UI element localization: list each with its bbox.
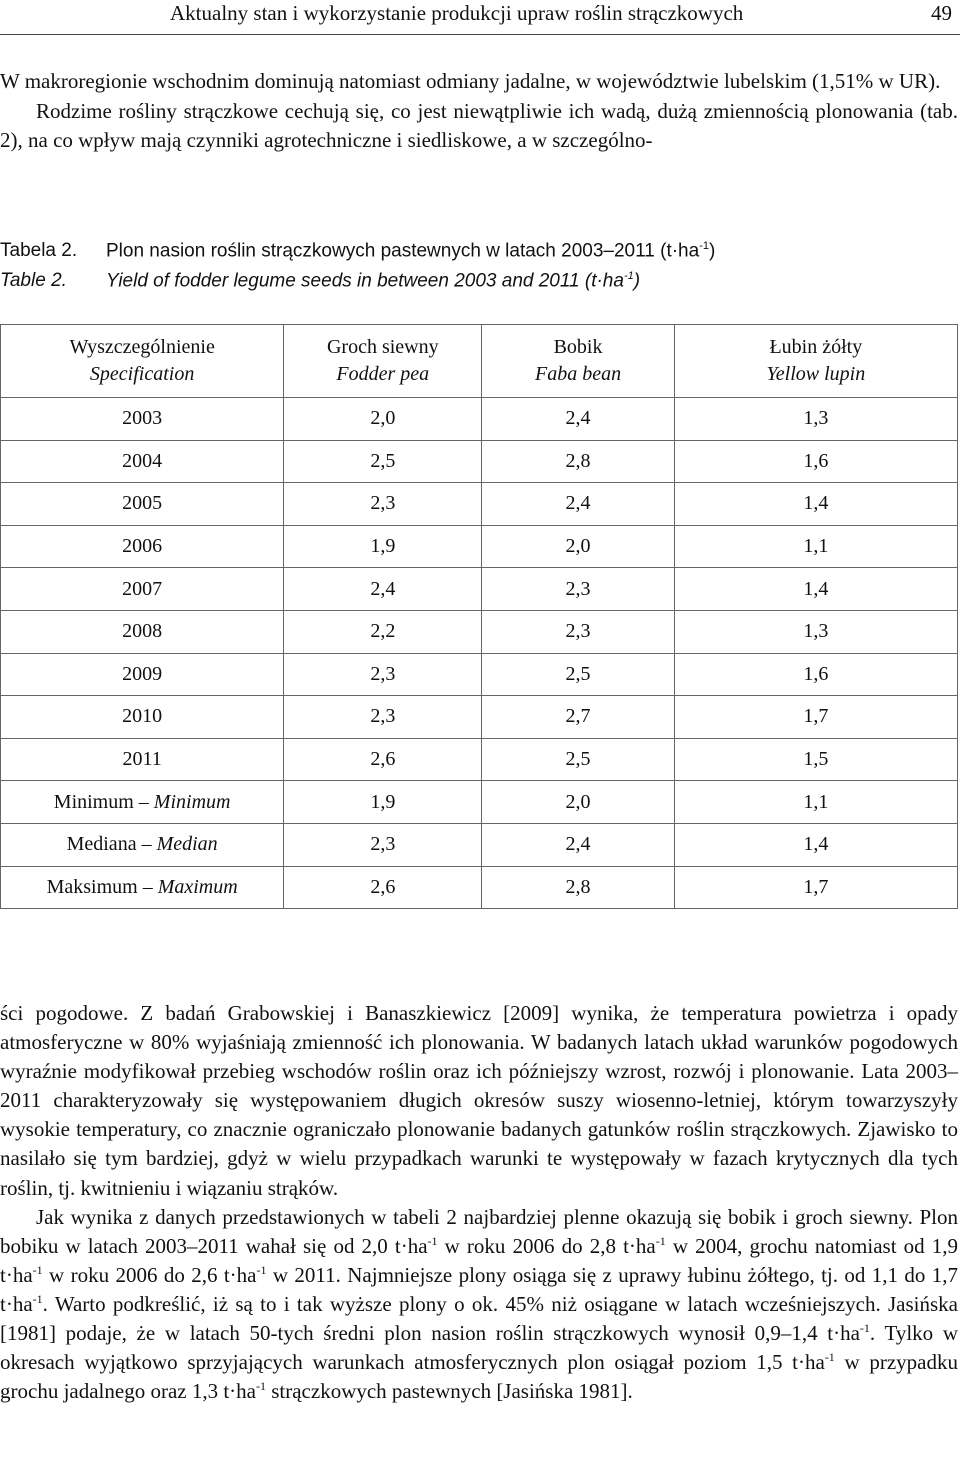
header-yellow-lupin [674,325,957,398]
cell-year: 2006 [1,525,284,568]
cell-bean: 2,4 [482,823,674,866]
unit-exponent: -1 [255,1379,266,1394]
page-header [0,0,960,35]
caption-unit-exp-pl: -1 [699,240,709,252]
cell-bean: 2,4 [482,483,674,526]
cell-lupin: 1,4 [674,483,957,526]
cell-pea: 2,3 [284,483,482,526]
summary-row-minimum [1,781,958,824]
cell-lupin: 1,3 [674,610,957,653]
header-en: Fodder pea [336,363,430,385]
cell-lupin: 1,1 [674,781,957,824]
header-pl: Groch siewny [326,336,439,358]
intro-paragraph-1: W makroregionie wschodnim dominują natomiast odmiany jadalne, w województwie lubelskim (1,51% w UR). [0,69,941,93]
intro-text [0,67,958,156]
text-run: . Tylko w okresach wyjątkowo sprzyjających warunkach atmosferycznych plon osiągał poziom 1,5 t·ha [0,1321,958,1375]
cell-label [1,781,284,824]
caption-label-en: Table 2. [0,270,67,292]
summary-row-median [1,823,958,866]
yield-table [0,324,958,909]
text-run: . Warto podkreślić, iż są to i tak wyższe plony o ok. 45% niż osiągane w latach wcześniejszych. Jasińska [1981] podaje, że w latach 50-tych średni plon nasion roślin strączkowych wynosił 0,9–1,4 t·ha [0,1291,958,1346]
cell-year: 2011 [1,738,284,781]
table-header-row [1,325,958,398]
label-en: Median [156,833,218,856]
header-specification [1,325,284,398]
text-run: w roku 2006 do 2,8 t·ha [437,1233,656,1258]
cell-lupin: 1,4 [674,568,957,611]
summary-row-maximum [1,866,958,909]
table-row [1,696,958,739]
text-run: w roku 2006 do 2,6 t·ha [42,1262,257,1287]
cell-pea: 2,6 [284,738,482,781]
label-sep: – [133,790,154,813]
cell-year: 2004 [1,440,284,483]
label-pl: Minimum [53,790,134,813]
unit-exponent: -1 [859,1321,870,1336]
label-en: Maximum [157,875,238,898]
cell-bean: 2,4 [482,398,674,441]
text-run: strączkowych pastewnych [Jasińska 1981]. [265,1379,633,1404]
text-run: Jak wynika z danych przedstawionych w tabeli 2 najbardziej plenne okazują się bobik i groch siewny. Plon bobiku w latach 2003–2011 wahał się od 2,0 t·ha [0,1204,958,1258]
table-row [1,398,958,441]
cell-label [1,866,284,909]
cell-pea: 2,3 [284,823,482,866]
unit-exponent: -1 [256,1262,267,1277]
cell-pea: 1,9 [284,781,482,824]
cell-lupin: 1,1 [674,525,957,568]
header-pl: Bobik [553,336,603,358]
cell-year: 2007 [1,568,284,611]
text-run: w 2011. Najmniejsze plony osiąga się z uprawy łubinu żółtego, tj. od 1,1 do 1,7 t·ha [0,1262,958,1316]
table-row [1,610,958,653]
header-pl: Łubin żółty [769,336,863,358]
header-en: Yellow lupin [766,363,866,385]
unit-exponent: -1 [824,1350,835,1365]
cell-pea: 2,3 [284,653,482,696]
cell-lupin: 1,4 [674,823,957,866]
header-faba-bean [482,325,674,398]
body-paragraph-1: ści pogodowe. Z badań Grabowskiej i Banaszkiewicz [2009] wynika, że temperatura powietrza i opady atmosferyczne w 80% wyjaśniają zmienność ich plonowania. W badanych latach układ warunków pogodowych wyraźnie modyfikował przebieg wschodów roślin oraz ich późniejszy wzrost, rozwój i plonowanie. Lata 2003–2011 charakteryzowały się występowaniem długich okresów suszy wiosenno-letniej, którym towarzyszyły wysokie temperatury, co znacznie ograniczało plonowanie badanych gatunków roślin strączkowych. Zjawisko to nasilało się tym bardziej, gdyż w wielu przypadkach warunki te występowały w fazach krytycznych dla tych roślin, tj. kwitnieniu i wiązaniu strąków. [0,1001,958,1200]
cell-lupin: 1,3 [674,398,957,441]
header-en: Faba bean [534,363,622,385]
unit-exponent: -1 [655,1233,666,1248]
cell-bean: 2,3 [482,610,674,653]
caption-label-pl: Tabela 2. [0,240,78,262]
body-paragraph-2 [0,1203,958,1407]
cell-lupin: 1,6 [674,440,957,483]
header-pl: Wyszczególnienie [69,336,215,358]
cell-year: 2009 [1,653,284,696]
cell-bean: 2,0 [482,781,674,824]
text-run: w 2004, grochu natomiast od 1,9 t·ha [0,1233,958,1287]
cell-bean: 2,3 [482,568,674,611]
table-row [1,568,958,611]
cell-bean: 2,5 [482,653,674,696]
cell-year: 2005 [1,483,284,526]
caption-text-pl: Plon nasion roślin strączkowych pastewnych w latach 2003–2011 (t·ha [106,240,700,262]
cell-lupin: 1,7 [674,696,957,739]
cell-lupin: 1,5 [674,738,957,781]
table-row [1,653,958,696]
cell-pea: 2,5 [284,440,482,483]
cell-year: 2010 [1,696,284,739]
label-pl: Maksimum [46,875,138,898]
caption-close-en: ) [633,270,641,292]
header-en: Specification [89,363,195,385]
cell-lupin: 1,7 [674,866,957,909]
unit-exponent: -1 [32,1291,43,1306]
intro-paragraph-2: Rodzime rośliny strączkowe cechują się, co jest niewątpliwie ich wadą, dużą zmiennością plonowania (tab. 2), na co wpływ mają czynniki agrotechniczne i siedliskowe, a w szczególno- [0,98,958,152]
cell-bean: 2,8 [482,440,674,483]
caption-close-pl: ) [708,240,716,262]
cell-pea: 1,9 [284,525,482,568]
table-row [1,525,958,568]
table-row [1,440,958,483]
cell-label [1,823,284,866]
cell-pea: 2,6 [284,866,482,909]
text-run: w przypadku grochu jadalnego oraz 1,3 t·ha [0,1350,958,1404]
label-sep: – [137,875,158,898]
cell-bean: 2,7 [482,696,674,739]
label-en: Minimum [153,790,231,813]
unit-exponent: -1 [32,1262,43,1277]
table-caption-en [0,270,640,292]
cell-pea: 2,3 [284,696,482,739]
page-number: 49 [931,1,952,25]
cell-pea: 2,4 [284,568,482,611]
cell-lupin: 1,6 [674,653,957,696]
table-row [1,483,958,526]
cell-pea: 2,0 [284,398,482,441]
cell-bean: 2,5 [482,738,674,781]
cell-year: 2003 [1,398,284,441]
body-text [0,999,958,1406]
table-caption-pl [0,240,715,262]
cell-year: 2008 [1,610,284,653]
caption-unit-exp-en: -1 [623,270,634,282]
table-row [1,738,958,781]
label-sep: – [136,833,157,856]
label-pl: Mediana [66,833,137,856]
cell-pea: 2,2 [284,610,482,653]
header-fodder-pea [284,325,482,398]
cell-bean: 2,8 [482,866,674,909]
cell-bean: 2,0 [482,525,674,568]
unit-exponent: -1 [427,1233,438,1248]
caption-text-en: Yield of fodder legume seeds in between 2003 and 2011 (t·ha [106,270,624,292]
running-title: Aktualny stan i wykorzystanie produkcji upraw roślin strączkowych [170,1,744,25]
